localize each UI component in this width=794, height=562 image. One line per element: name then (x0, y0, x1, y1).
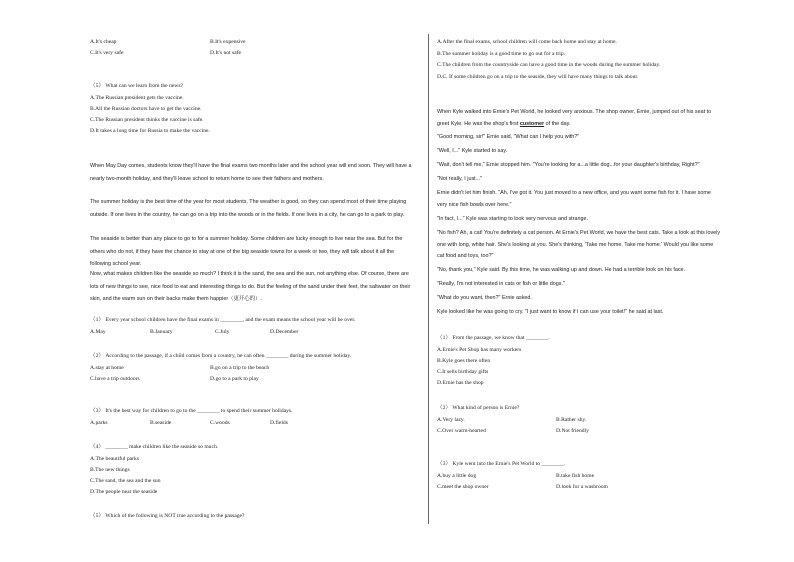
story-line: "Well, I..." Kyle started to say. (437, 148, 508, 154)
rq1-option-a: A.Ernie's Pet Shop has many workers (437, 347, 522, 353)
story-line: "No, thank you," Kyle said. By this time, he was walking up and down. He had a terrible look on his face. (437, 267, 686, 273)
q5-option-d: D.It takes a long time for Russia to make the vaccine. (90, 128, 210, 134)
prev-option-d: D.It's not safe (210, 50, 241, 56)
q5-question: （5） What can we learn from the news? (90, 83, 184, 89)
story-line: "What do you want, then?" Ernie asked. (437, 295, 532, 301)
q3-option-a: A.parks (90, 420, 108, 426)
story-line: "In fact, I..." Kyle was starting to look very nervous and strange. (437, 216, 588, 222)
rq2-option-c: C.Over warm-hearted (437, 428, 486, 434)
q3-question: （3） It's the best way for children to go to the ________ to spend their summer holidays. (90, 408, 293, 414)
q4-option-a: A.The beautiful parks (90, 456, 139, 462)
q2-option-a: A.stay at home (90, 365, 124, 371)
q5-option-a: A.The Russian president gets the vaccine. (90, 95, 184, 101)
passage-paragraph-4: Now, what makes children like the seaside so much? I think it is the sand, the sea and the sun, not anything else. Of course, there are lots of new things to see, nice food to eat and interesting things to do. But the feeling of the sand under their feet, the saltwater on their skin, and the warm sun on their backs make them happier（更开心的）. (90, 271, 411, 302)
q5b-option-d: D.C. If some children go on a trip to the seaside, they will have many things to talk about. (437, 74, 639, 80)
q5b-option-a: A.After the final exams, school children will come back home and stay at home. (437, 39, 617, 45)
story-line: "Really, I'm not interested in cats or fish or little dogs." (437, 281, 565, 287)
rq3-option-b: B.take fish home (556, 473, 595, 479)
rq2-option-b: B.Rather shy. (556, 417, 587, 423)
rq3-option-d: D.look for a washroom (556, 484, 608, 490)
rq3-question: （3） Kyle went into the Ernie's Pet World to ________. (437, 461, 566, 467)
story-line: When Kyle walked into Ernie's Pet World, he looked very anxious. The shop owner, Ernie, jumped out of his seat to (437, 109, 712, 115)
rq2-option-a: A.Very lazy. (437, 417, 465, 423)
story-line: "Not really, I just..." (437, 176, 483, 182)
story-line: Kyle looked like he was going to cry. "I just want to know if I can use your toilet!" he said at last. (437, 309, 664, 315)
story-line: "Good morning, sir!" Ernie said, "What can I help you with?" (437, 134, 580, 140)
story-line (437, 120, 570, 128)
passage-paragraph-1: When May Day comes, students know they'll have the final exams two months later and the school year will end soon. They will have a nearly two-month holiday, and they'll leave school to return home to see their fathers and mothers. (90, 163, 412, 182)
story-line: cat food and toys, too?" (437, 253, 494, 259)
q4-option-c: C.The sand, the sea and the sun (90, 478, 161, 484)
passage-paragraph-3: The seaside is better than any place to go to for a summer holiday. Some children are lucky enough to live near the sea. But for the others who do not, if they have the chance to stay at one of the big seaside towns for a week or two, they will talk about it all the following school year. (90, 236, 403, 267)
rq3-option-a: A.buy a little dog (437, 473, 477, 479)
rq2-option-d: D.Not friendly (556, 428, 589, 434)
q3-option-c: C.woods (210, 420, 230, 426)
story-line: "Wait, don't tell me," Ernie stopped him. "You're looking for a...a little dog...for your daughter's birthday, Right?" (437, 162, 700, 168)
story-line: "No fish? Ah, a cat! You're definitely a cat person. At Ernie's Pet World, we have the best cats. Take a look at this lovely (437, 230, 721, 236)
column-divider (428, 34, 429, 524)
q1-option-a: A.May (90, 329, 106, 335)
q1-option-c: C.July (215, 329, 230, 335)
rq1-option-c: C.It sells birthday gifts (437, 369, 489, 375)
underlined-word: customer (519, 121, 545, 127)
rq1-option-b: B.Kyle goes there often (437, 358, 491, 364)
story-text: of the day. (544, 121, 571, 127)
q2-option-c: C.have a trip outdoors (90, 376, 140, 382)
q1-option-d: D.December (270, 329, 299, 335)
prev-option-c: C.It's very safe (90, 50, 124, 56)
q3-option-b: B.seaside (150, 420, 172, 426)
rq1-option-d: D.Ernie has the shop (437, 380, 484, 386)
q2-option-d: D.go to a park to play (210, 376, 259, 382)
story-line: Ernie didn't let him finish. "Ah, I've got it. You just moved to a new office, and you want some fish for it. I have some (437, 190, 711, 196)
prev-option-a: A.It's cheap (90, 39, 117, 45)
q5b-option-c: C.The children from the countryside can have a good time in the woods during the summer holiday. (437, 62, 661, 68)
rq1-question: （1） From the passage, we know that ________. (437, 335, 550, 341)
story-line: very nice fish bowls over here." (437, 202, 512, 208)
q5b-question: （5） Which of the following is NOT true according to the passage? (90, 513, 245, 519)
q2-question: （2） According to the passage, if a child comes from a country, he can often ________ during the summer holiday. (90, 353, 352, 359)
rq2-question: （2） What kind of person is Ernie? (437, 405, 520, 411)
q3-option-d: D.fields (270, 420, 288, 426)
q4-option-d: D.The people near the seaside (90, 489, 158, 495)
q2-option-b: B.go on a trip to the beach (210, 365, 270, 371)
q5-option-b: B.All the Russian doctors have to get the vaccine. (90, 106, 202, 112)
q4-option-b: B.The new things (90, 467, 130, 473)
prev-option-b: B.It's expensive (210, 39, 246, 45)
rq3-option-c: C.meet the shop owner (437, 484, 489, 490)
q5-option-c: C.The Russian president thinks the vaccine is safe. (90, 117, 204, 123)
q5b-option-b: B.The summer holiday is a good time to go out for a trip. (437, 51, 566, 57)
q4-question: （4） ________ make children like the seaside so much. (90, 444, 219, 450)
story-text: greet Kyle. He was the shop's first (437, 121, 520, 127)
story-line: one with long, white hair. She's looking at you. She's thinking, 'Take me home. Take me home.' Would you like some (437, 242, 714, 248)
q1-question: （1） Every year school children have the final exams in ________, and the exam means the school year will be over. (90, 317, 356, 323)
passage-paragraph-2: The summer holiday is the best time of the year for most students. The weather is good, so they can spend most of their time playing outside. If one lives in the country, he can go on a trip into the woods or in the fields. If one lives in a city, he can go to a park to play. (90, 199, 407, 218)
q1-option-b: B.January (150, 329, 173, 335)
